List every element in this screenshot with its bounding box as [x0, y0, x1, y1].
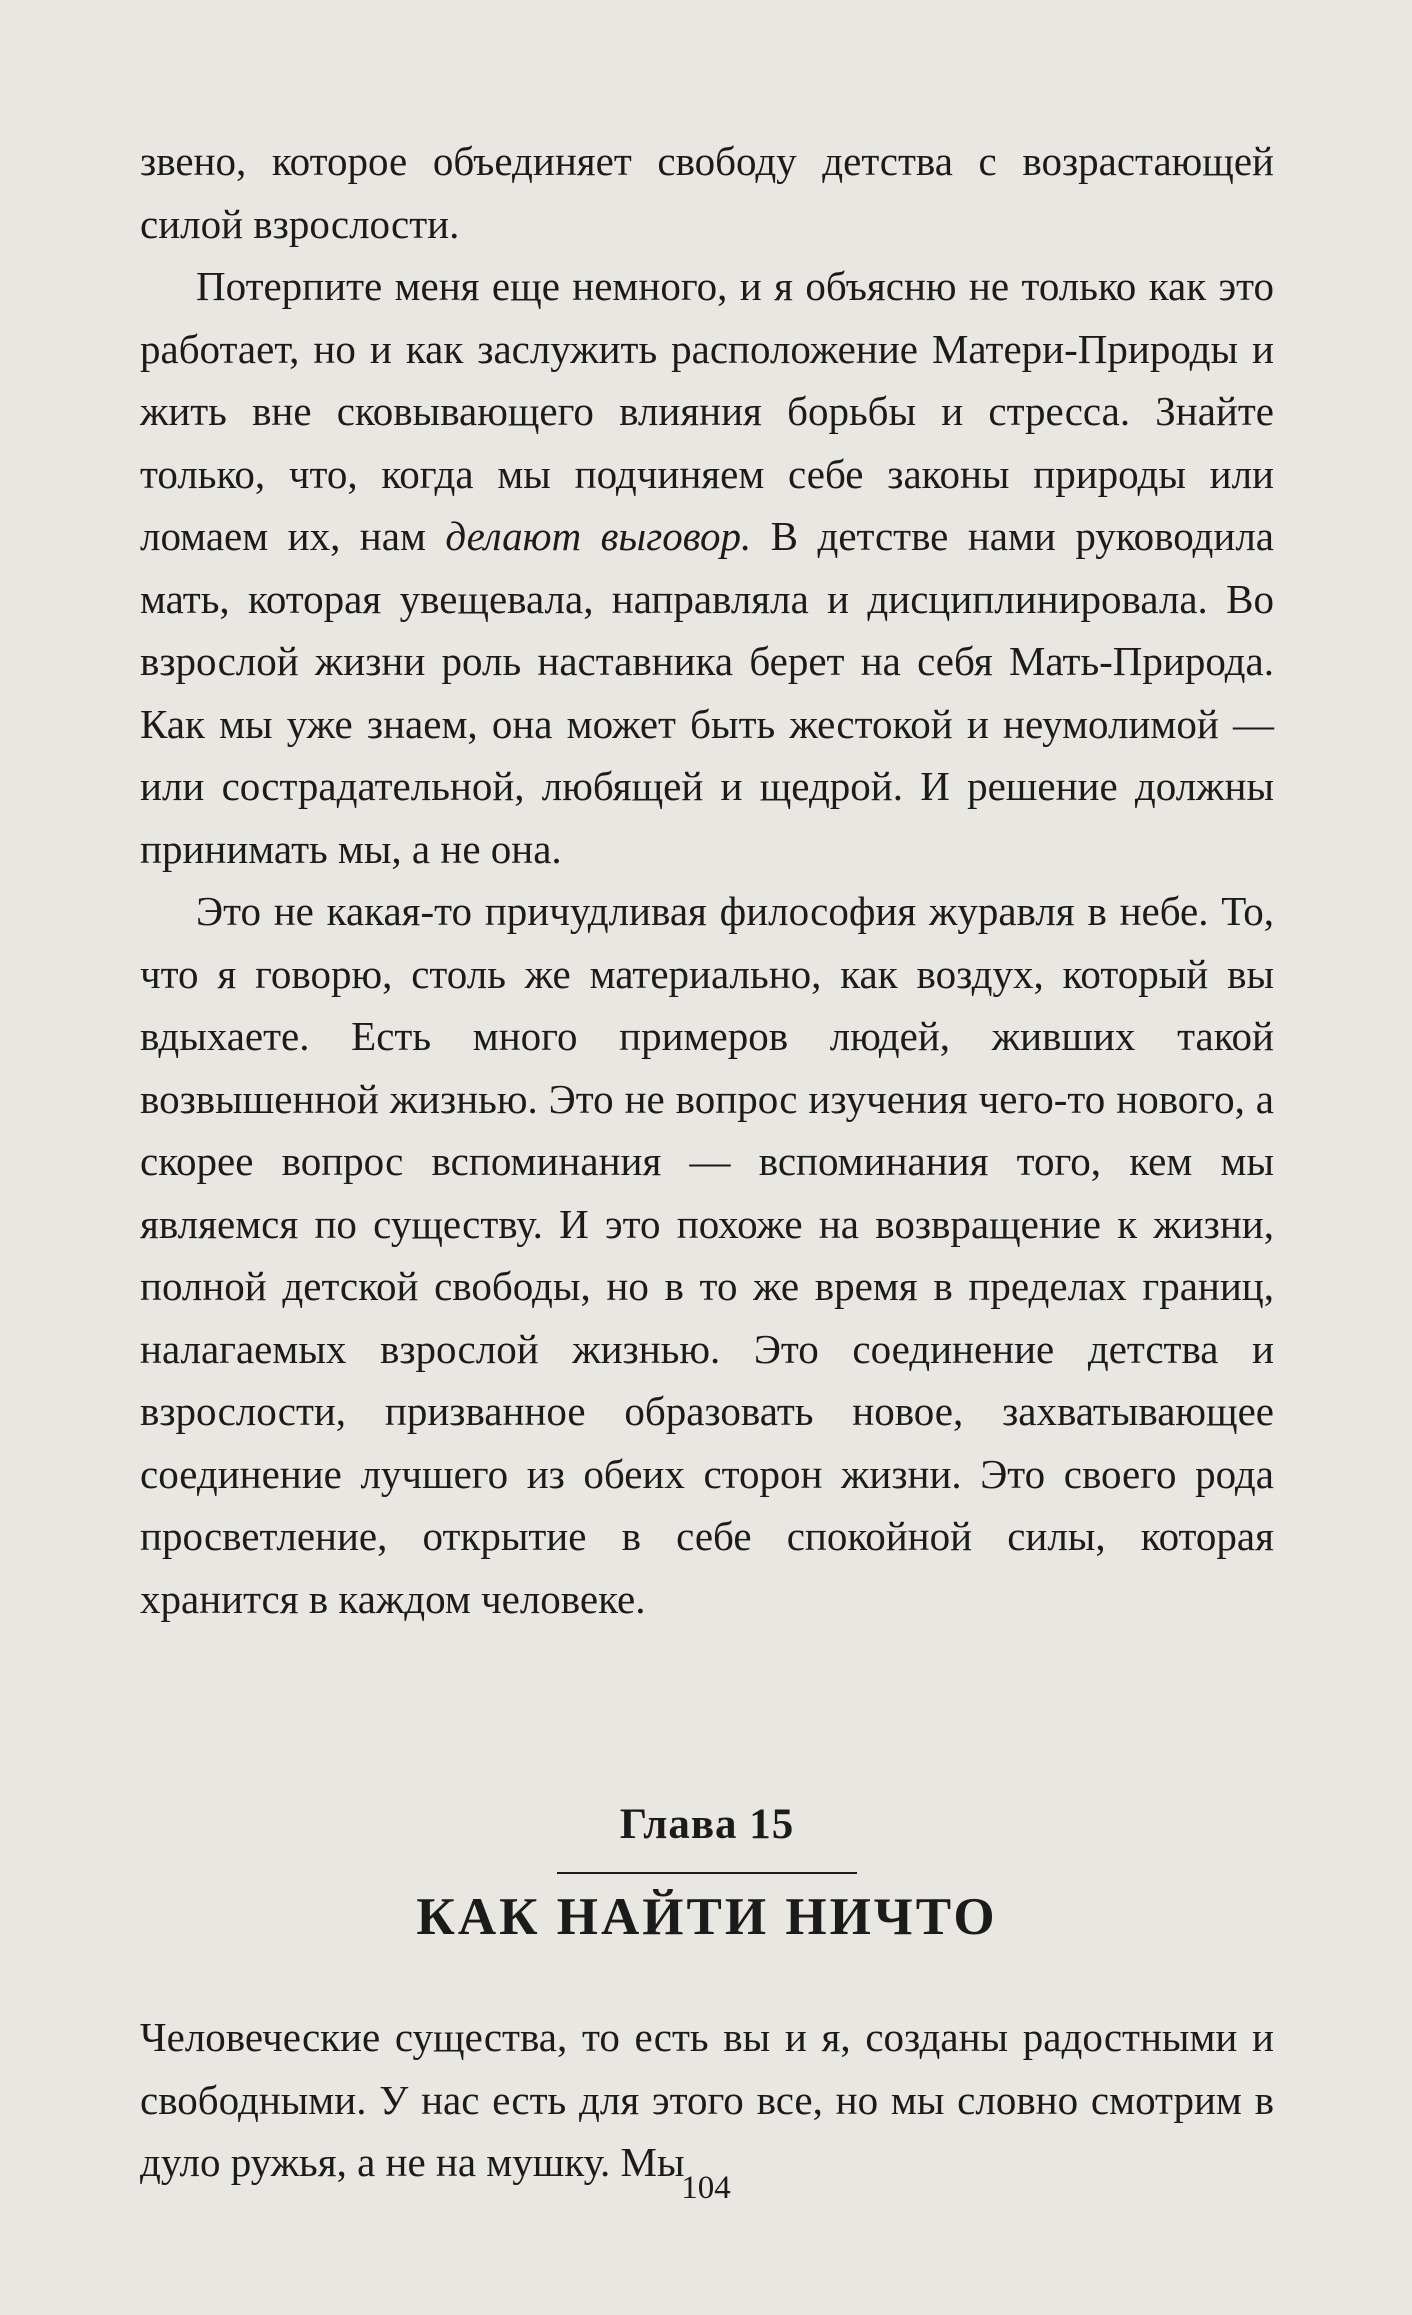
italic-phrase: делают выговор. — [445, 513, 752, 559]
chapter-title: КАК НАЙТИ НИЧТО — [416, 1888, 998, 1946]
paragraph-mother-nature — [140, 255, 1274, 880]
chapter-number: Глава 15 — [619, 1801, 795, 1848]
chapter-heading — [140, 1800, 1274, 1950]
paragraph-text-part-2: В детстве нами руководила мать, которая увещевала, направляла и дисциплинировала. Во взрослой жизни роль наставника берет на себя Мать-Природа. Как мы уже знаем, она может быть жестокой и неумолимой — или сострадательной, любящей и щедрой. И решение должны принимать мы, а не она. — [140, 513, 1274, 872]
chapter-first-paragraph: Человеческие существа, то есть вы и я, созданы радостными и свободными. У нас есть для этого все, но мы словно смотрим в дуло ружья, а не на мушку. Мы — [140, 2014, 1274, 2185]
chapter-divider — [557, 1872, 857, 1874]
paragraph-text-part-1: Потерпите меня еще немного, и я объясню не только как это работает, но и как заслужить расположение Матери-Природы и жить вне сковывающего влияния борьбы и стресса. Знайте только, что, когда мы подчиняем себе законы природы или ломаем их, нам — [140, 263, 1274, 559]
paragraph-philosophy: Это не какая-то причудливая философия журавля в небе. То, что я говорю, столь же материально, как воздух, который вы вдыхаете. Есть много примеров людей, живших такой возвышенной жизнью. Это не вопрос изучения чего-то нового, а скорее вопрос вспоминания — вспоминания того, кем мы являемся по существу. И это похоже на возвращение к жизни, полной детской свободы, но в то же время в пределах границ, налагаемых взрослой жизнью. Это соединение детства и взрослости, призванное образовать новое, захватывающее соединение лучшего из обеих сторон жизни. Это своего рода просветление, открытие в себе спокойной силы, которая хранится в каждом человеке. — [140, 888, 1274, 1622]
paragraph-continuation: звено, которое объединяет свободу детства с возрастающей силой взрослости. — [140, 138, 1274, 247]
page-number: 104 — [681, 2170, 731, 2206]
